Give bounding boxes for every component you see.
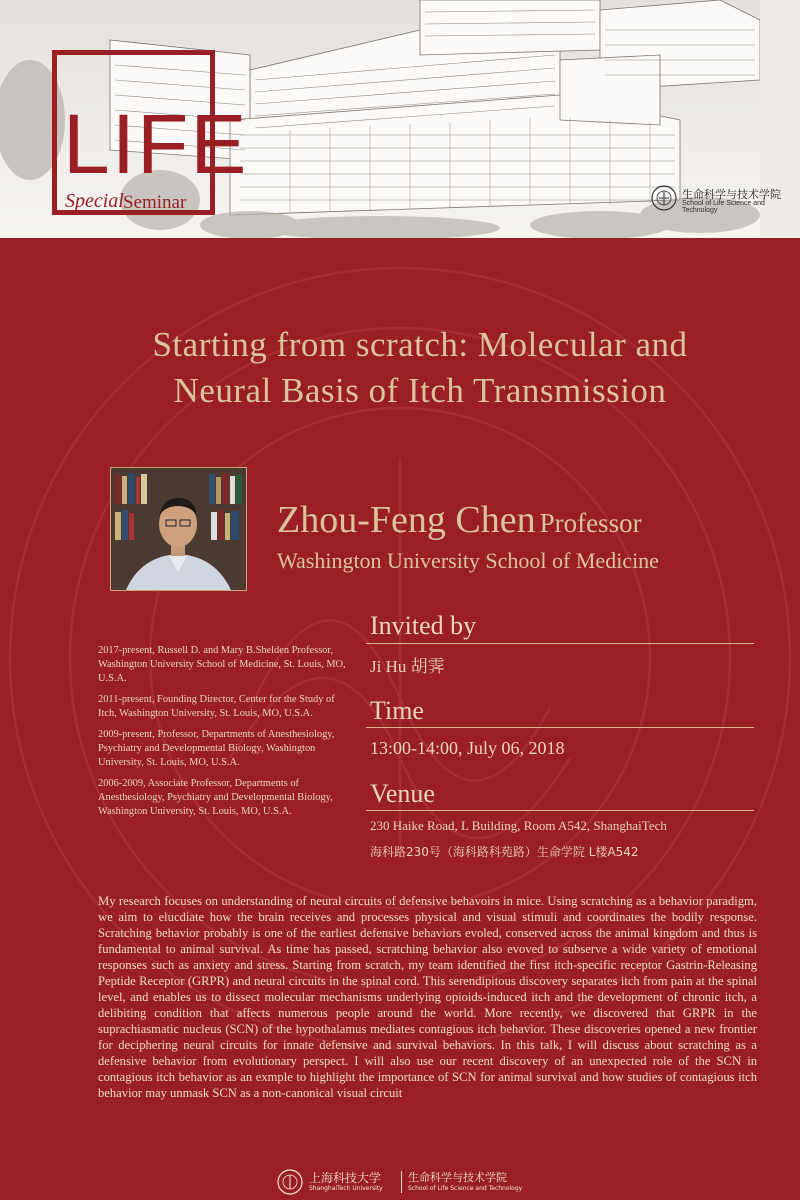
time-value: 13:00-14:00, July 06, 2018: [370, 738, 565, 758]
abstract-text: My research focuses on understanding of neural circuits of defensive behavoirs in mice. Using scratching as a behavior paradigm, we aim to elucdiate how the brain receives and processes physical and visual stimuli and coordinates the bodily response. Scratching behavior probably is one of the earliest defensive behaviors evoled, conserved across the animal kingdom and thus is fundamental to animal survival. As time has passed, scratching behavior also evoved to subserve a wide variety of emotional responses such as anxiety and stress. Starting from scratch, my team identified the first itch-specific receptor Gastrin-Releasing Peptide Receptor (GRPR) and neural circuits in the spinal cord. This serendipitous discovery separates itch from pain at the spinal level, and enables us to dissect molecular mechanisms underlying opioids-induced itch and the development of chronic itch, a delibiting condition that affects numerous people around the world. More recently, we discovered that GRPR in the suprachiasmatic nucleus (SCN) of the hypothalamus mediates contagious itch behavior. These discoveries opened a new frontier for deciphering neural circuits for innate defensive and survival behaviors. In this talk, I will discuss about scratching as a defensive behavior from evolutionary perspect. I will also use our recent discovery of an unexpected role of the SCN in contagious itch behavior as an exmple to highlight the importance of SCN for animal survival and how studies of contagious itch behavior may unmask SCN as a non-canonical visual circuit: [98, 894, 757, 1100]
speaker-cv-list: [98, 644, 348, 826]
life-seminar-logo: [52, 50, 249, 215]
footer-school-cn: 生命科学与技术学院: [408, 1171, 507, 1184]
university-emblem-icon: [276, 1168, 304, 1196]
school-name-cn-top: 生命科学与技术学院: [682, 188, 781, 201]
cv-item: 2009-present, Professor, Departments of Anesthesiology, Psychiatry and Developmental Biology, Washington University, St. Louis, MO, U.S.A.: [98, 729, 335, 768]
venue-address-cn: 海科路230号（海科路科苑路）生命学院 L楼A542: [370, 845, 639, 859]
invited-by-heading: Invited by: [370, 611, 477, 640]
footer-logos: [0, 1164, 800, 1200]
school-emblem-icon: [650, 184, 678, 212]
footer-school-en: School of Life Science and Technology: [408, 1185, 523, 1192]
logo-seminar-text: Seminar: [123, 192, 187, 213]
cv-item: 2006-2009, Associate Professor, Departments of Anesthesiology, Psychiatry and Developmental Biology, Washington University, St. Louis, MO, U.S.A.: [98, 778, 333, 817]
cv-item: 2011-present, Founding Director, Center for the Study of Itch, Washington University, St. Louis, MO, U.S.A.: [98, 694, 335, 719]
cv-item: 2017-present, Russell D. and Mary B.Shelden Professor, Washington University School of Medicine, St. Louis, MO, U.S.A.: [98, 645, 346, 684]
speaker-name: Zhou-Feng Chen: [277, 499, 536, 541]
time-heading: Time: [370, 696, 424, 725]
venue-divider: [366, 810, 754, 811]
speaker-photo: [110, 467, 247, 591]
footer-univ-cn: 上海科技大学: [309, 1171, 382, 1185]
title-line-1: Starting from scratch: Molecular and: [152, 325, 688, 364]
invited-divider: [366, 643, 754, 644]
logo-special-text: Special: [65, 190, 124, 212]
footer-divider: [401, 1171, 402, 1193]
footer-univ-en: ShanghaiTech University: [309, 1185, 383, 1192]
invited-by-value: Ji Hu 胡霁: [370, 657, 445, 676]
school-name-en-top: School of Life Science and Technology: [682, 200, 765, 214]
speaker-rank: Professor: [539, 508, 642, 538]
venue-heading: Venue: [370, 779, 435, 808]
speaker-name-line: [277, 498, 642, 542]
logo-life-text: LIFE: [63, 97, 249, 191]
seminar-title: [40, 322, 800, 414]
title-line-2: Neural Basis of Itch Transmission: [173, 371, 667, 410]
speaker-affiliation: Washington University School of Medicine: [277, 548, 659, 573]
header-banner: [0, 0, 800, 238]
venue-address-en: 230 Haike Road, L Building, Room A542, ShanghaiTech: [370, 818, 667, 833]
time-divider: [366, 727, 754, 728]
